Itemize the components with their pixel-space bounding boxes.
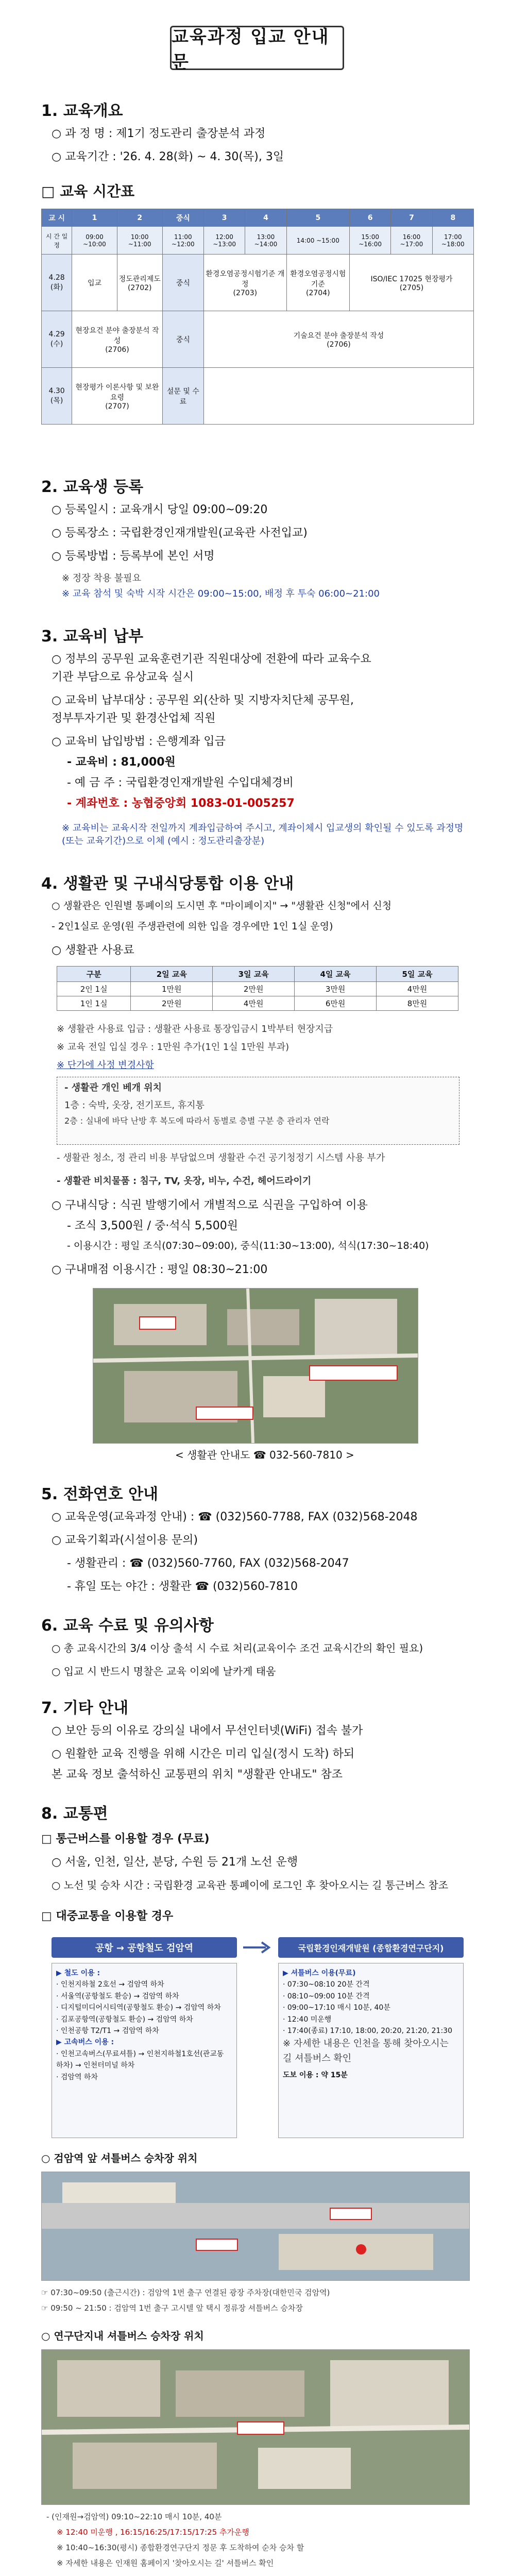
route-arrow-icon [241,1940,272,1955]
section-5-heading: 5. 전화연호 안내 [41,1485,159,1503]
header-cell: 중식 [162,209,203,227]
station-map-image [41,2172,470,2281]
time-cell: 09:00 ~10:00 [72,227,117,255]
header-cell: 4 [245,209,286,227]
complex-map-image [41,2349,470,2505]
fee-cell: 2인 1실 [57,982,131,996]
schedule-cell [204,311,474,368]
route-right-line: · 17:40(종료) 17:10, 18:00, 20:20, 21:20, 21:30 [283,2026,452,2035]
fee-header: 구분 [57,967,131,982]
dorm-map-caption: < 생활관 안내도 ☎ 032-560-7810 > [175,1449,354,1461]
section-4-heading: 4. 생활관 및 구내식당통합 이용 안내 [41,875,294,893]
route-left-title: 공항 → 공항철도 검암역 [52,1937,237,1958]
fee-header: 3일 교육 [213,967,295,982]
dorm-note-2: ※ 교육 전일 입실 경우 : 1만원 추가(1인 1실 1만원 부과) [57,1042,289,1053]
dorm-note-5: - 생활관 비치물품 : 침구, TV, 옷장, 비누, 수건, 헤어드라이기 [57,1176,312,1187]
dorm-box-title: - 생활관 개인 베개 위치 [64,1082,162,1093]
session-title: 환경오염공정시험기준 [290,269,346,289]
route-right-line: · 08:10~09:00 10분 간격 [283,1992,370,2001]
other-1: ○ 보안 등의 이유로 강의실 내에서 무선인터넷(WiFi) 접속 불가 [52,1724,363,1737]
fee-owner: - 예 금 주 : 국립환경인재개발원 수입대체경비 [67,776,294,789]
session-code: (2703) [233,289,258,297]
schedule-cell: 입교 [72,255,117,311]
completion-1: ○ 총 교육시간의 3/4 이상 출석 시 수료 처리(교육이수 조건 교육시간의 확인 필요) [52,1642,423,1654]
fee-target: ○ 교육비 납부대상 : 공무원 외(산하 및 지방자치단체 공무원, [52,694,354,707]
fee-cell: 2만원 [213,982,295,996]
fee-header: 2일 교육 [131,967,213,982]
cafeteria-price: - 조식 3,500원 / 중·석식 5,500원 [67,1219,239,1232]
lunch-cell: 중식 [162,311,203,368]
dorm-apply: ○ 생활관은 인원별 통폐이의 도시면 후 "마이페이지" → "생활관 신청"에서 신청 [52,900,392,911]
schedule-cell [117,255,162,311]
header-cell: 3 [204,209,245,227]
dorm-note-3: ※ 단가에 사정 변경사항 [57,1060,154,1071]
session-title: 정도관리제도 [118,275,161,283]
reg-place: ○ 등록장소 : 국립환경인재개발원(교육관 사전입교) [52,527,308,539]
cafeteria-hours: - 이용시간 : 평일 조식(07:30~09:00), 중식(11:30~13:00), 석식(17:30~18:40) [67,1240,429,1251]
route-right-line: ▶ 셔틀버스 이용(무료) [283,1969,356,1977]
fee-cell: 8만원 [377,996,458,1011]
section-2-heading: 2. 교육생 등록 [41,478,144,496]
completion-2: ○ 입교 시 반드시 명찰은 교육 이외에 날카게 태움 [52,1665,276,1677]
date-cell: 4.30 (목) [42,368,72,425]
public-transit-heading: □ 대중교통을 이용할 경우 [41,1910,174,1923]
lunch-cell: 설문 및 수료 [162,368,203,425]
lunch-cell: 중식 [162,255,203,311]
dorm-note-1: ※ 생활관 사용료 입금 : 생활관 사용료 통장입금시 1박부터 현장지급 [57,1024,333,1035]
fee-header: 5일 교육 [377,967,458,982]
session-code: (2704) [306,289,330,297]
dorm-fee-label: ○ 생활관 사용료 [52,944,134,957]
fee-header: 4일 교육 [295,967,377,982]
schedule-cell [72,368,162,425]
map2-note-3: ※ 10:40~16:30(평시) 종합환경연구단지 정문 후 도착하여 순차 승차 할 [57,2543,304,2552]
session-code: (2707) [105,402,129,411]
header-cell: 5 [286,209,349,227]
fee-amount: - 교육비 : 81,000원 [67,756,176,769]
date-cell: 4.28 (화) [42,255,72,311]
schedule-table [41,209,474,425]
map1-caption: ○ 검암역 앞 셔틀버스 승차장 위치 [41,2152,198,2164]
schedule-cell [286,255,349,311]
route-right-title: 국립환경인재개발원 (종합환경연구단지) [278,1937,464,1958]
fee-text-1: ○ 정부의 공무원 교육훈련기관 직원대상에 전환에 따라 교육수요 [52,653,371,666]
bus-1: ○ 서울, 인천, 일산, 분당, 수원 등 21개 노선 운행 [52,1856,298,1869]
route-left-line: · 디지털미디어시티역(공항철도 환승) → 검암역 하차 [56,2004,221,2012]
fee-cell: 4만원 [213,996,295,1011]
route-walk: 도보 이용 : 약 15분 [283,2071,348,2079]
complex-map-graphic [42,2350,469,2504]
schedule-cell [204,255,287,311]
bus-heading: □ 통근버스를 이용할 경우 (무료) [41,1833,210,1845]
fee-account: - 계좌번호 : 농협중앙회 1083-01-005257 [67,797,295,810]
route-right-body [278,1963,464,2138]
session-title: 기술요건 분야 출장분석 작성 [293,331,384,340]
fee-target-2: 정부투자기관 및 환경산업체 직원 [52,712,216,725]
route-left-line: · 인천지하철 2호선 → 검암역 하차 [56,1980,164,1989]
fee-cell: 1인 1실 [57,996,131,1011]
route-right-line: · 12:40 미운행 [283,2015,332,2024]
map2-note-2: ※ 12:40 미운행 , 16:15/16:25/17:15/17:25 추가운행 [57,2528,249,2537]
course-name: ○ 과 정 명 : 제1기 정도관리 출장분석 과정 [52,127,266,140]
time-cell: 시 간 일 정 [42,227,72,255]
route-left-line: ▶ 철도 이용 : [56,1969,100,1977]
dorm-fee-table [57,966,458,1011]
route-left-line: ▶ 고속버스 이용 : [56,2038,114,2047]
session-code: (2702) [127,283,152,292]
reg-time: ○ 등록일시 : 교육개시 당일 09:00~09:20 [52,503,268,516]
header-cell: 8 [432,209,473,227]
dorm-fee-table-wrap [57,966,458,1011]
header-cell: 교 시 [42,209,72,227]
route-left-line: · 김포공항역(공항철도 환승) → 검암역 하차 [56,2015,193,2024]
route-right-line: · 09:00~17:10 매시 10분, 40분 [283,2004,390,2012]
section-8-heading: 8. 교통편 [41,1805,108,1823]
reg-method: ○ 등록방법 : 등록부에 본인 서명 [52,550,215,563]
session-title: ISO/IEC 17025 현장평가 [370,275,453,283]
session-code: (2706) [105,345,129,354]
section-1-heading: 1. 교육개요 [41,102,123,120]
date-cell: 4.29 (수) [42,311,72,368]
dorm-map-graphic [93,1289,418,1443]
time-cell: 16:00 ~17:00 [391,227,432,255]
reg-note-2: ※ 교육 참석 및 숙박 시작 시간은 09:00~15:00, 배정 후 투숙 06:00~21:00 [62,588,380,599]
schedule-table-wrap [41,209,474,425]
fee-text-2: 기관 부담으로 유상교육 실시 [52,671,194,684]
session-title: 환경오염공정시험기준 개정 [206,269,285,289]
map2-note-4: ※ 자세한 내용은 인재원 홈페이지 '찾아오시는 길' 셔틀버스 확인 [57,2558,274,2568]
schedule-heading: □ 교육 시간표 [41,183,135,200]
time-cell: 10:00 ~11:00 [117,227,162,255]
route-left-line: · 인천고속버스(무료셔틀) → 인천지하철1호선(관교동 하차) → 인천터미널 하차 [56,2049,224,2070]
schedule-cell [72,311,162,368]
fee-cell: 4만원 [377,982,458,996]
dorm-box-line-2: 2층 : 실내에 바닥 난방 후 복도에 따라서 동별로 층별 구분 층 관리자 연락 [64,1116,330,1126]
route-right-line: · 07:30~08:10 20분 간격 [283,1980,370,1989]
time-cell: 12:00 ~13:00 [204,227,245,255]
session-code: (2706) [327,340,351,349]
fee-cell: 2만원 [131,996,213,1011]
route-box [52,1937,464,2143]
route-right-line: ※ 자세한 내용은 인천을 통해 찾아오시는 길 셔틀버스 확인 [283,2038,449,2064]
contact-3: - 생활관리 : ☎ (032)560-7760, FAX (032)568-2047 [67,1557,349,1570]
fee-cell: 3만원 [295,982,377,996]
fee-cell: 1만원 [131,982,213,996]
station-map-graphic [42,2172,469,2280]
fee-method: ○ 교육비 납입방법 : 은행계좌 입금 [52,735,226,748]
contact-1: ○ 교육운영(교육과정 안내) : ☎ (032)560-7788, FAX (032)568-2048 [52,1511,418,1523]
course-period: ○ 교육기간 : '26. 4. 28(화) ~ 4. 30(목), 3일 [52,150,284,163]
header-cell: 6 [350,209,391,227]
map1-note-2: ☞ 09:50 ~ 21:50 : 검암역 1번 출구 고시텔 앞 택시 정류장 셔틀버스 승차장 [41,2303,303,2313]
map1-note-1: ☞ 07:30~09:50 (출근시간) : 검암역 1번 출구 연결된 광장 주차장(대한민국 검암역) [41,2288,330,2297]
header-cell: 1 [72,209,117,227]
route-left-line: · 인천공항 T2/T1 → 검암역 하차 [56,2026,159,2035]
dorm-box-line-1: 1층 : 숙박, 옷장, 전기포트, 휴지통 [64,1100,205,1111]
header-cell: 7 [391,209,432,227]
document-title: 교육과정 입교 안내문 [170,26,344,70]
other-2: ○ 원활한 교육 진행을 위해 시간은 미리 입실(정시 도착) 하되 [52,1748,355,1760]
time-cell: 11:00 ~12:00 [162,227,203,255]
session-title: 현장요건 분야 출장분석 작성 [75,326,159,345]
fee-note: ※ 교육비는 교육시작 전일까지 계좌입금하여 주시고, 계좌이체시 입교생의 확인될 수 있도록 과정명(또는 교육기간)으로 이체 (예시 : 정도관리출장분) [62,823,464,847]
contact-2: ○ 교육기획과(시설이용 문의) [52,1534,198,1547]
session-code: (2705) [399,283,424,292]
contact-4: - 휴일 또는 야간 : 생활관 ☎ (032)560-7810 [67,1580,298,1593]
header-cell: 2 [117,209,162,227]
other-3: 본 교육 정보 출석하신 교통편의 위치 "생활관 안내도" 참조 [52,1768,343,1781]
schedule-cell [350,255,474,311]
time-cell: 13:00 ~14:00 [245,227,286,255]
fee-cell: 6만원 [295,996,377,1011]
section-7-heading: 7. 기타 안내 [41,1699,129,1717]
dorm-room: - 2인1실로 운영(원 주생관련에 의한 입을 경우에만 1인 1실 운영) [52,921,333,932]
dorm-info-box [57,1077,459,1145]
store-hours: ○ 구내매점 이용시간 : 평일 08:30~21:00 [52,1263,268,1276]
section-6-heading: 6. 교육 수료 및 유의사항 [41,1617,214,1635]
route-left-line: · 검암역 하차 [56,2073,98,2081]
dorm-note-4: - 생활관 청소, 정 관리 비용 부담없으며 생활관 수건 공기청정기 시스템 사용 부가 [57,1153,385,1163]
bus-2: ○ 노선 및 승차 시간 : 국립환경 교육관 통폐이에 로그인 후 찾아오시는 길 통근버스 참조 [52,1879,449,1891]
time-cell: 17:00 ~18:00 [432,227,473,255]
map2-note-1: - (인재원→검암역) 09:10~22:10 매시 10분, 40분 [46,2512,222,2521]
route-left-line: · 서울역(공항철도 환승) → 검암역 하차 [56,1992,179,2001]
time-cell: 15:00 ~16:00 [350,227,391,255]
route-left-body [52,1963,237,2138]
map2-caption: ○ 연구단지내 셔틀버스 승차장 위치 [41,2330,204,2342]
cafeteria: ○ 구내식당 : 식권 발행기에서 개별적으로 식권을 구입하여 이용 [52,1199,368,1212]
dorm-map-image [93,1288,418,1444]
reg-note-1: ※ 정장 착용 불필요 [62,573,141,584]
section-3-heading: 3. 교육비 납부 [41,628,144,646]
session-title: 현장평가 이론사항 및 보완요령 [75,383,159,402]
time-cell: 14:00 ~15:00 [286,227,349,255]
schedule-cell-empty [204,368,474,425]
